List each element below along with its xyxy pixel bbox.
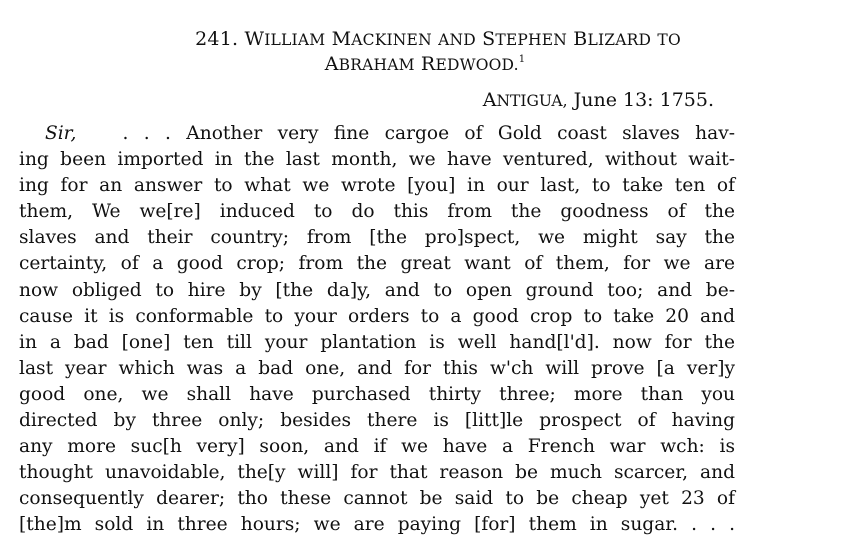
letter-body xyxy=(19,121,735,539)
body-line: cause it is conformable to your orders to a good crop to take 20 and xyxy=(19,305,735,327)
body-line: slaves and their country; from [the pro]spect, we might say the xyxy=(19,227,735,249)
body-line: them, We we[re] induced to do this from the goodness of the xyxy=(19,201,735,223)
body-line: ing been imported in the last month, we have ventured, without wait- xyxy=(19,149,735,171)
letter-number: 241. xyxy=(195,28,239,50)
letter-heading-line-1 xyxy=(15,27,846,52)
heading-word: ABRAHAM xyxy=(324,53,415,75)
heading-word: AND xyxy=(438,31,476,49)
heading-word: STEPHEN xyxy=(482,28,568,50)
salutation: Sir, xyxy=(45,123,77,144)
body-line: [the]m sold in three hours; we are paying [for] them in sugar. . . . xyxy=(19,514,735,536)
body-line: certainty, of a good crop; from the great want of them, for we are xyxy=(19,253,735,275)
body-line: directed by three only; besides there is [litt]le prospect of having xyxy=(19,410,735,432)
dateline-date: June 13: 1755. xyxy=(573,89,714,111)
body-line: consequently dearer; tho these cannot be said to be cheap yet 23 of xyxy=(19,488,735,510)
heading-word: TO xyxy=(657,31,681,49)
letter-heading-line-2 xyxy=(2,52,846,77)
footnote-marker: 1 xyxy=(518,54,526,65)
heading-word: REDWOOD. xyxy=(420,53,519,75)
body-line: in a bad [one] ten till your plantation is well hand[l'd]. now for the xyxy=(19,331,735,353)
body-line: good one, we shall have purchased thirty three; more than you xyxy=(19,383,735,405)
body-line: any more suc[h very] soon, and if we have a French war wch: is xyxy=(19,436,735,458)
dateline-place: ANTIGUA, xyxy=(482,89,568,111)
heading-word: WILLIAM xyxy=(244,28,326,50)
body-line: last year which was a bad one, and for this w'ch will prove [a ver]y xyxy=(19,357,735,379)
heading-word: BLIZARD xyxy=(573,28,652,50)
heading-word: MACKINEN xyxy=(331,28,432,50)
body-line: ing for an answer to what we wrote [you] in our last, to take ten of xyxy=(19,175,735,197)
body-line: thought unavoidable, the[y will] for that reason be much scarcer, and xyxy=(19,462,735,484)
dateline xyxy=(483,89,714,111)
body-line: Sir, . . . Another very fine cargoe of Gold coast slaves hav- xyxy=(45,123,735,144)
body-line: now obliged to hire by [the da]y, and to open ground too; and be- xyxy=(19,279,735,301)
